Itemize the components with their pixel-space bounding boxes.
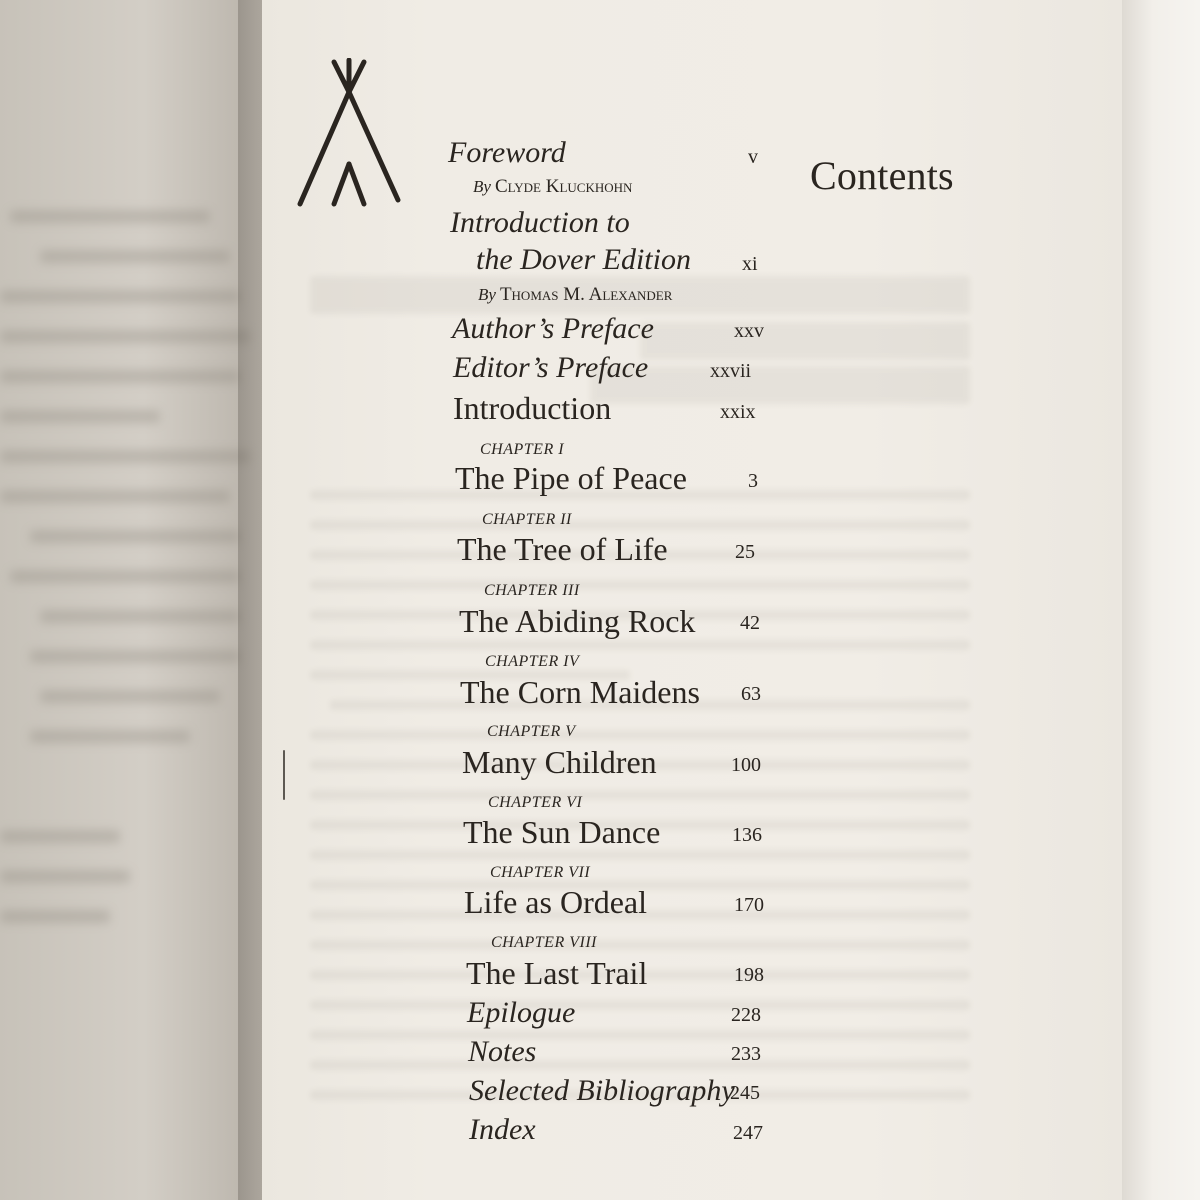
toc-page-authors-preface: xxv: [734, 320, 764, 342]
chapter-page: 25: [735, 541, 755, 563]
toc-title-introduction-dover-line2: the Dover Edition: [476, 243, 691, 276]
chapter-label: CHAPTER V: [487, 723, 576, 740]
chapter-page: 63: [741, 683, 761, 705]
tepee-logo-icon: [294, 58, 404, 210]
toc-page-introduction-dover: xi: [742, 253, 758, 275]
byline-prefix: By: [478, 285, 496, 304]
toc-page-introduction: xxix: [720, 401, 756, 423]
chapter-label: CHAPTER IV: [485, 653, 580, 670]
toc-page-epilogue: 228: [731, 1004, 761, 1026]
chapter-page: 100: [731, 754, 761, 776]
chapter-page: 42: [740, 612, 760, 634]
toc-title-epilogue: Epilogue: [467, 996, 576, 1029]
toc-page-editors-preface: xxvii: [710, 360, 752, 382]
chapter-label: CHAPTER VIII: [491, 934, 597, 951]
toc-title-index: Index: [469, 1113, 536, 1146]
toc-page-selected-bibliography: 245: [730, 1082, 760, 1104]
facing-page-left: [0, 0, 262, 1200]
toc-title-introduction-dover-line1: Introduction to: [450, 206, 630, 239]
chapter-label: CHAPTER VI: [488, 794, 583, 811]
chapter-title: The Sun Dance: [463, 814, 661, 850]
chapter-page: 136: [732, 824, 762, 846]
chapter-title: Many Children: [462, 744, 657, 780]
pen-mark: [283, 750, 285, 800]
chapter-title: The Tree of Life: [457, 531, 668, 567]
chapter-title: The Abiding Rock: [459, 603, 696, 639]
byline-prefix: By: [473, 177, 491, 196]
page-edge-right: [1122, 0, 1200, 1200]
toc-byline-introduction-dover: [478, 284, 672, 306]
toc-title-notes: Notes: [468, 1035, 537, 1068]
chapter-page: 3: [748, 470, 758, 492]
chapter-title: The Corn Maidens: [460, 674, 700, 710]
toc-title-authors-preface: Author’s Preface: [452, 312, 654, 345]
toc-page-foreword: v: [748, 146, 758, 168]
author-name: Clyde Kluckhohn: [494, 176, 633, 197]
toc-title-introduction: Introduction: [453, 390, 612, 426]
author-name: Thomas M. Alexander: [499, 284, 673, 305]
toc-title-editors-preface: Editor’s Preface: [453, 351, 649, 384]
toc-title-selected-bibliography: Selected Bibliography: [469, 1074, 735, 1107]
chapter-page: 198: [734, 964, 764, 986]
chapter-label: CHAPTER VII: [490, 864, 591, 881]
chapter-title: Life as Ordeal: [464, 884, 648, 920]
page-title: Contents: [810, 153, 954, 198]
chapter-label: CHAPTER I: [480, 441, 565, 458]
toc-byline-foreword: [473, 176, 632, 198]
chapter-title: The Pipe of Peace: [455, 460, 687, 496]
toc-page-index: 247: [733, 1122, 763, 1144]
chapter-page: 170: [734, 894, 764, 916]
chapter-label: CHAPTER II: [482, 511, 572, 528]
chapter-title: The Last Trail: [466, 955, 648, 991]
chapter-label: CHAPTER III: [484, 582, 580, 599]
toc-page-notes: 233: [731, 1043, 761, 1065]
toc-title-foreword: Foreword: [448, 136, 566, 169]
